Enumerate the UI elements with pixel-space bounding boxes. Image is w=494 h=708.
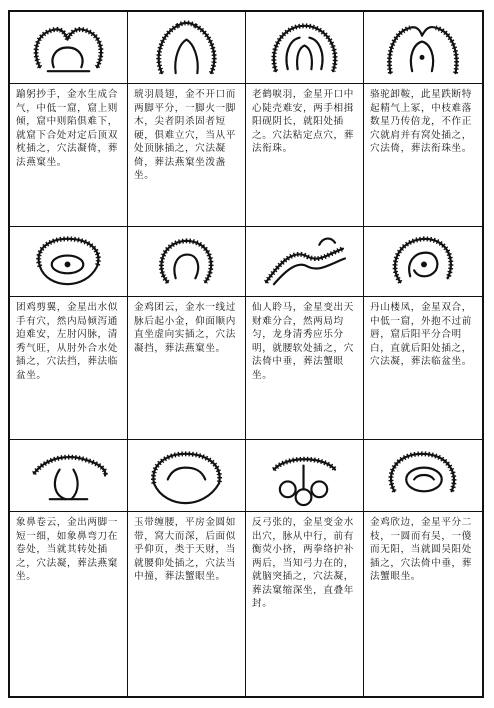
caption-4: 骆驼卸鞍，此星跌断特起精气上冢，中枝难落数星乃传倍龙，不作正穴就肩并有窝处插之，穴法倚，葬法衔珠坐。 (364, 84, 482, 227)
figure-12 (364, 440, 482, 512)
figure-11 (246, 440, 364, 512)
caption-6: 金鸡团云，金水一线过脉后起小金，仰面顺内直坐虚向实插之，穴法凝挡，葬法燕窠坐。 (128, 297, 246, 440)
figure-7 (246, 227, 364, 297)
figure-9 (10, 440, 128, 512)
figure-5 (10, 227, 128, 297)
caption-5: 团鸡剪翼，金星出水似手有穴，然内局倾泻通迫难安，左肘闪脉，清秀气旺，从肘外合水处插之，穴法挡，葬法临盆坐。 (10, 297, 128, 440)
figure-1 (10, 12, 128, 84)
figure-table (10, 12, 482, 696)
figure-2 (128, 12, 246, 84)
caption-7: 仙人聆马，金星变出天财难分合，然两局均匀，龙身清秀应乐分明，就腰软处插之，穴法倚中垂，葬法蟹眼坐。 (246, 297, 364, 440)
page-frame (8, 10, 484, 698)
caption-3: 老鹤唳羽，金星开口中心陡壳难安，两手相揖阳砚阴长，就阳处插之。穴法粘定点穴，葬法衔珠。 (246, 84, 364, 227)
figure-8 (364, 227, 482, 297)
caption-12: 金鸡欣边，金星平分二枝，一圆而有吴，一傻而无阳，当就圆吴阳处插之，穴法倚中垂，葬法蟹眼坐。 (370, 517, 472, 582)
caption-8: 丹山楼凤，金星双合，中低一窟，外抱不过前唇，窟后阳平分合明白，直就后阳处插之，穴法凝，葬法临盆坐。 (364, 297, 482, 440)
caption-9: 象鼻卷云，金出两脚一短一细，如象鼻弯刀在卷处，当就其转处插之，穴法凝，葬法燕窠坐。 (10, 512, 128, 696)
figure-10 (128, 440, 246, 512)
caption-2: 琥羽晨翅，金不开口而两脚平分，一脚火一脚木，尖者阴杀固者短硬，俱难立穴，当从平处顶脉插之，穴法凝倚，葬法燕窠坐泼盏坐。 (128, 84, 246, 227)
caption-1: 踰躬抄手，金水生成合气，中低一窟，窟上则倾，窟中则陷俱难下，就窟下合处对定后顶双枕插之，穴法凝倚，葬法燕窠坐。 (10, 84, 128, 227)
figure-3 (246, 12, 364, 84)
caption-10: 玉带缠腰，平房金圆如带，窝大而深，后面似乎仰页，类于天财，当就腰仰处插之，穴法当中撞，葬法蟹眼坐。 (128, 512, 246, 696)
figure-6 (128, 227, 246, 297)
figure-4 (364, 12, 482, 84)
caption-11: 反弓张的，金星变金水出穴，脉从中行，前有衡荧小挤，两拳络护补两后，当知弓力在的，就脑突插之，穴法凝，葬法窠缩深坐，直叠年封。 (246, 512, 364, 696)
